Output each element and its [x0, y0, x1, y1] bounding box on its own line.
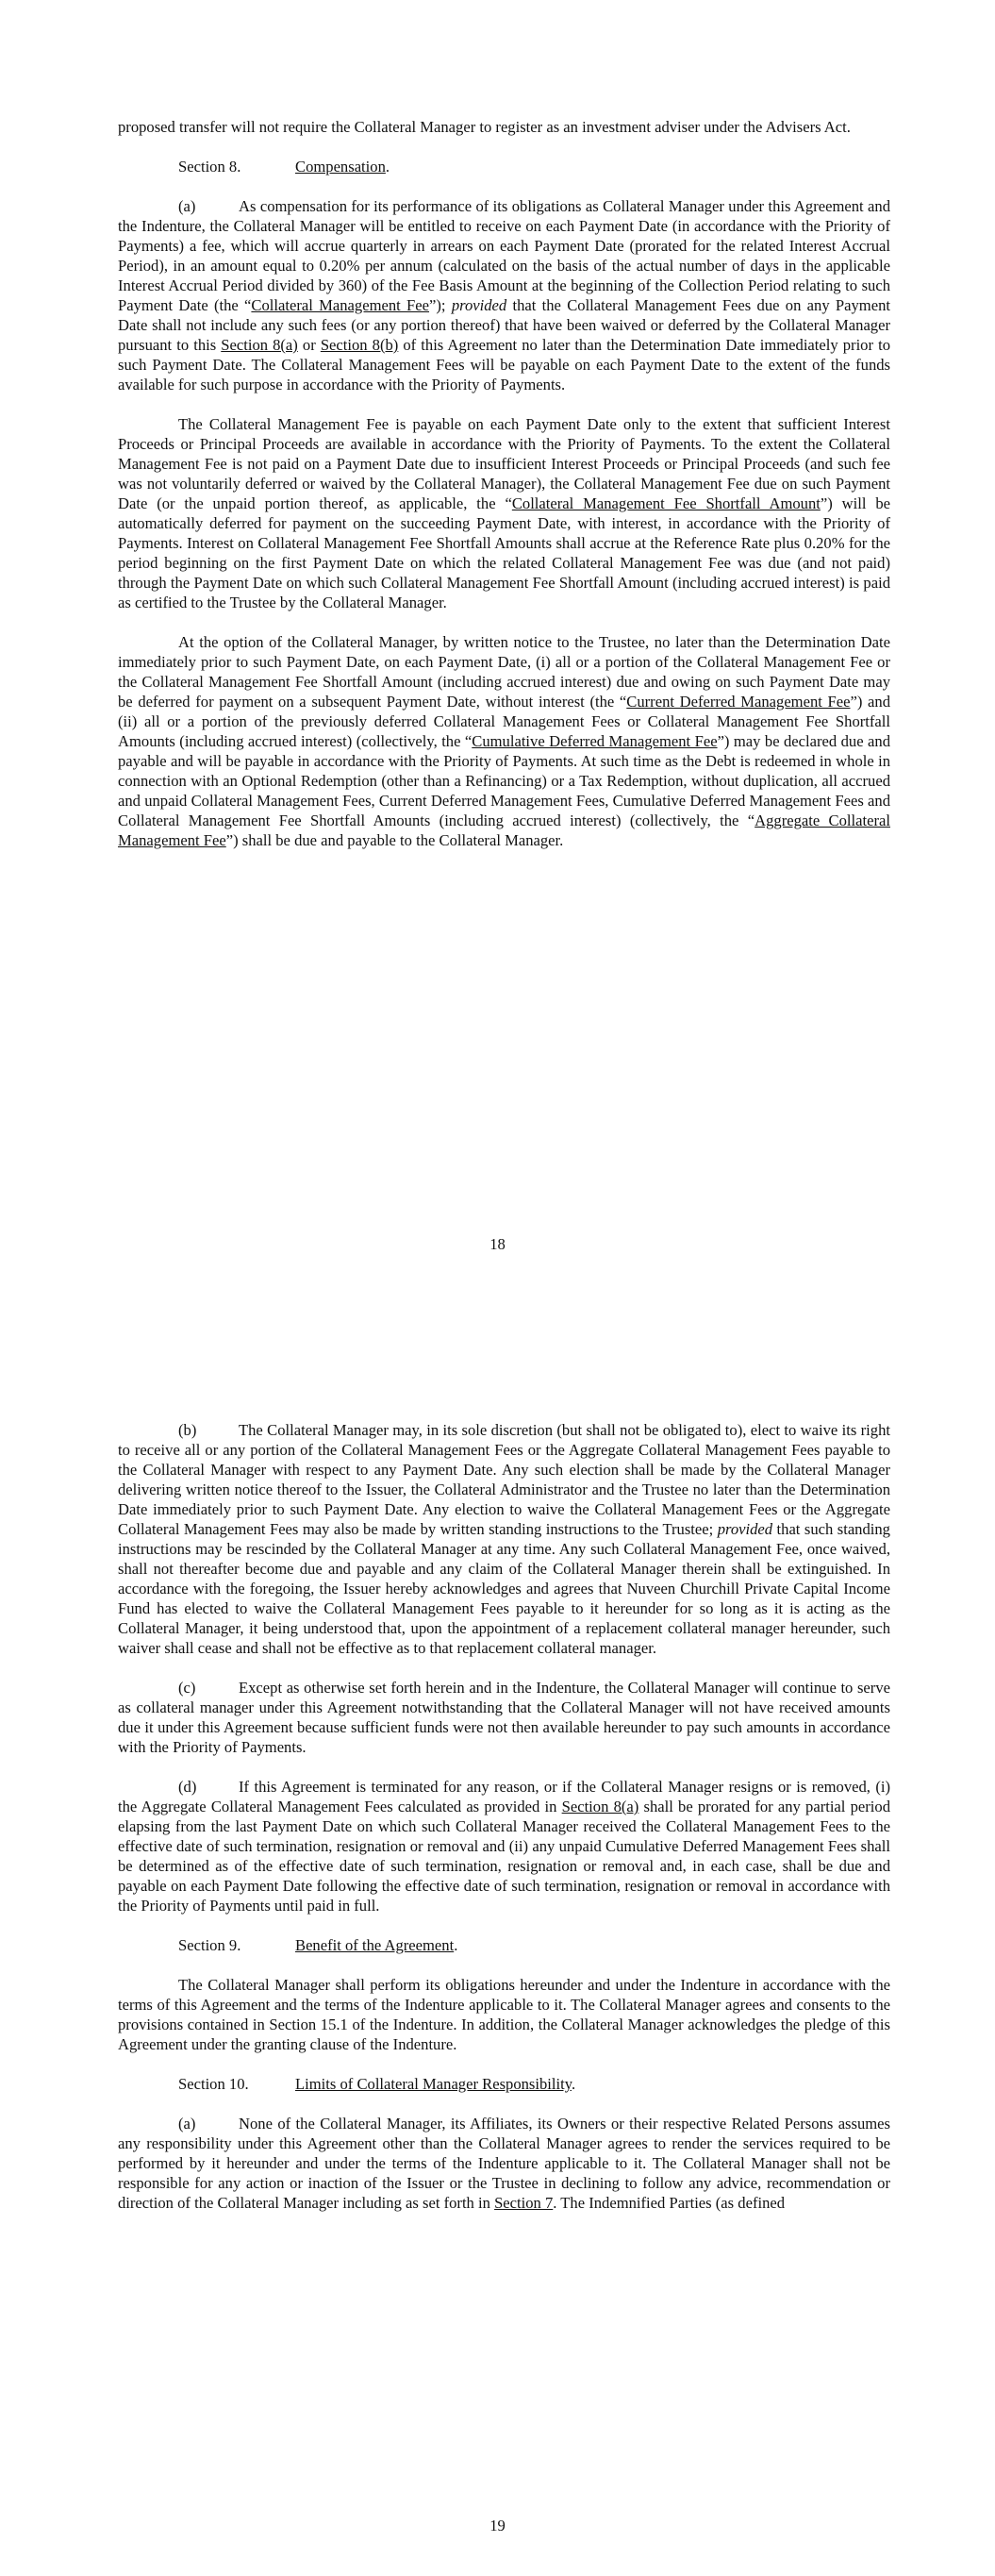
clause-label: (d)	[178, 1778, 197, 1796]
paragraph-8b: (b) The Collateral Manager may, in its sole discretion (but shall not be obligated to), elect to waive its right to receive all or any portion of the Collateral Management Fees or the Aggregate Collateral Management Fees payable to the Collateral Manager with respect to any Payment Date. Any such election shall be made by the Collateral Manager delivering written notice thereof to the Issuer, the Collateral Administrator and the Trustee no later than the Determination Date immediately prior to such Payment Date. Any election to waive the Collateral Management Fees or the Aggregate Collateral Management Fees may also be made by written standing instructions to the Trustee; provided that such standing instructions may be rescinded by the Collateral Manager at any time. Any such Collateral Management Fee, once waived, shall not thereafter become due and payable and any claim of the Collateral Manager therein shall be extinguished. In accordance with the foregoing, the Issuer hereby acknowledges and agrees that Nuveen Churchill Private Capital Income Fund has elected to waive the Collateral Management Fees payable to it hereunder for so long as it is acting as the Collateral Manager, it being understood that, upon the appointment of a replacement collateral manager hereunder, such waiver shall cease and shall not be effective as to that replacement collateral manager.	[118, 1421, 890, 1657]
paragraph-8d: (d) If this Agreement is terminated for any reason, or if the Collateral Manager resigns or is removed, (i) the Aggregate Collateral Management Fees calculated as provided in Section 8(a) shall be prorated for any partial period elapsing from the last Payment Date on which such Collateral Manager received the Collateral Management Fees to the effective date of such termination, resignation or removal and (ii) any unpaid Cumulative Deferred Management Fees shall be determined as of the effective date of such termination, resignation or removal and, in each case, shall be due and payable on each Payment Date following the effective date of such termination, resignation or removal in accordance with the Priority of Payments until paid in full.	[118, 1778, 890, 1915]
page-19	[0, 1321, 995, 2576]
section-number: Section 8.	[178, 158, 241, 176]
paragraph-8c: (c) Except as otherwise set forth herein and in the Indenture, the Collateral Manager will continue to serve as collateral manager under this Agreement notwithstanding that the Collateral Manager will not have received amounts due it under this Agreement because sufficient funds were not then available hereunder to pay such amounts in accordance with the Priority of Payments.	[118, 1679, 890, 1756]
cross-reference: Section 7	[494, 2194, 554, 2212]
paragraph-10a: (a) None of the Collateral Manager, its Affiliates, its Owners or their respective Related Persons assumes any responsibility under this Agreement other than the Collateral Manager agrees to render the services required to be performed by it hereunder and under the terms of the Indenture applicable to it. The Collateral Manager shall not be responsible for any action or inaction of the Issuer or the Trustee in declining to follow any advice, recommendation or direction of the Collateral Manager including as set forth in Section 7. The Indemnified Parties (as defined	[118, 2115, 890, 2212]
cross-reference: Section 8(a)	[221, 336, 298, 354]
defined-term: Aggregate Collateral Management Fee	[118, 811, 890, 849]
section-title: Compensation	[295, 158, 386, 176]
clause-label: (a)	[178, 197, 196, 215]
page-19-body	[118, 1420, 890, 2233]
defined-term: Collateral Management Fee Shortfall Amount	[511, 494, 821, 512]
defined-term: Cumulative Deferred Management Fee	[472, 732, 718, 750]
page-18-body	[118, 117, 890, 870]
paragraph-fee-shortfall: The Collateral Management Fee is payable on each Payment Date only to the extent that sufficient Interest Proceeds or Principal Proceeds are available in accordance with the Priority of Payments. To the extent the Collateral Management Fee is not paid on a Payment Date due to insufficient Interest Proceeds or Principal Proceeds (and such fee was not voluntarily deferred or waived by the Collateral Manager), the Collateral Management Fee due on such Payment Date (or the unpaid portion thereof, as applicable, the “Collateral Management Fee Shortfall Amount”) will be automatically deferred for payment on the succeeding Payment Date, with interest, in accordance with the Priority of Payments. Interest on Collateral Management Fee Shortfall Amounts shall accrue at the Reference Rate plus 0.20% for the period beginning on the first Payment Date on which the related Collateral Management Fee was due (and not paid) through the Payment Date on which such Collateral Management Fee Shortfall Amount (including accrued interest) is paid as certified to the Trustee by the Collateral Manager.	[118, 415, 890, 611]
paragraph-8a: (a) As compensation for its performance of its obligations as Collateral Manager under this Agreement and the Indenture, the Collateral Manager will be entitled to receive on each Payment Date (in accordance with the Priority of Payments) a fee, which will accrue quarterly in arrears on each Payment Date (prorated for the related Interest Accrual Period), in an amount equal to 0.20% per annum (calculated on the basis of the actual number of days in the applicable Interest Accrual Period divided by 360) of the Fee Basis Amount at the beginning of the Collection Period relating to such Payment Date (the “Collateral Management Fee”); provided that the Collateral Management Fees due on any Payment Date shall not include any such fees (or any portion thereof) that have been waived or deferred by the Collateral Manager pursuant to this Section 8(a) or Section 8(b) of this Agreement no later than the Determination Date immediately prior to such Payment Date. The Collateral Management Fees will be payable on each Payment Date to the extent of the funds available for such purpose in accordance with the Priority of Payments.	[118, 197, 890, 393]
defined-term: Current Deferred Management Fee	[626, 693, 851, 711]
defined-term: Collateral Management Fee	[251, 296, 430, 314]
section-title: Limits of Collateral Manager Responsibility	[295, 2075, 572, 2093]
section-9-heading: Section 9. Benefit of the Agreement.	[178, 1936, 458, 1954]
paragraph-9: The Collateral Manager shall perform its obligations hereunder and under the Indenture in accordance with the terms of this Agreement and the terms of the Indenture applicable to it. The Collateral Manager agrees and consents to the provisions contained in Section 15.1 of the Indenture. In addition, the Collateral Manager acknowledges the pledge of this Agreement under the granting clause of the Indenture.	[118, 1976, 890, 2053]
section-10-heading: Section 10. Limits of Collateral Manager Responsibility.	[178, 2075, 576, 2093]
page-number: 18	[489, 1235, 506, 1253]
cross-reference: Section 8(a)	[561, 1798, 639, 1815]
clause-label: (a)	[178, 2115, 196, 2133]
section-8-heading: Section 8. Compensation.	[178, 158, 390, 176]
section-title: Benefit of the Agreement	[295, 1936, 455, 1954]
clause-label: (c)	[178, 1679, 196, 1697]
paragraph-fee-deferral: At the option of the Collateral Manager, by written notice to the Trustee, no later than the Determination Date immediately prior to such Payment Date, on each Payment Date, (i) all or a portion of the Collateral Management Fee or the Collateral Management Fee Shortfall Amount (including accrued interest) due and owing on such Payment Date may be deferred for payment on a subsequent Payment Date, without interest (the “Current Deferred Management Fee”) and (ii) all or a portion of the previously deferred Collateral Management Fees or Collateral Management Fee Shortfall Amounts (including accrued interest) (collectively, the “Cumulative Deferred Management Fee”) may be declared due and payable and will be payable in accordance with the Priority of Payments. At such time as the Debt is redeemed in whole in connection with an Optional Redemption (other than a Refinancing) or a Tax Redemption, without duplication, all accrued and unpaid Collateral Management Fees, Current Deferred Management Fees, Cumulative Deferred Management Fees and Collateral Management Fee Shortfall Amounts (including accrued interest) (collectively, the “Aggregate Collateral Management Fee”) shall be due and payable to the Collateral Manager.	[118, 633, 890, 849]
page-number: 19	[489, 2517, 506, 2534]
section-number: Section 9.	[178, 1936, 241, 1954]
cross-reference: Section 8(b)	[320, 336, 399, 354]
paragraph-transfer-continued: proposed transfer will not require the Collateral Manager to register as an investment adviser under the Advisers Act.	[118, 118, 851, 136]
clause-label: (b)	[178, 1421, 197, 1439]
section-number: Section 10.	[178, 2075, 249, 2093]
